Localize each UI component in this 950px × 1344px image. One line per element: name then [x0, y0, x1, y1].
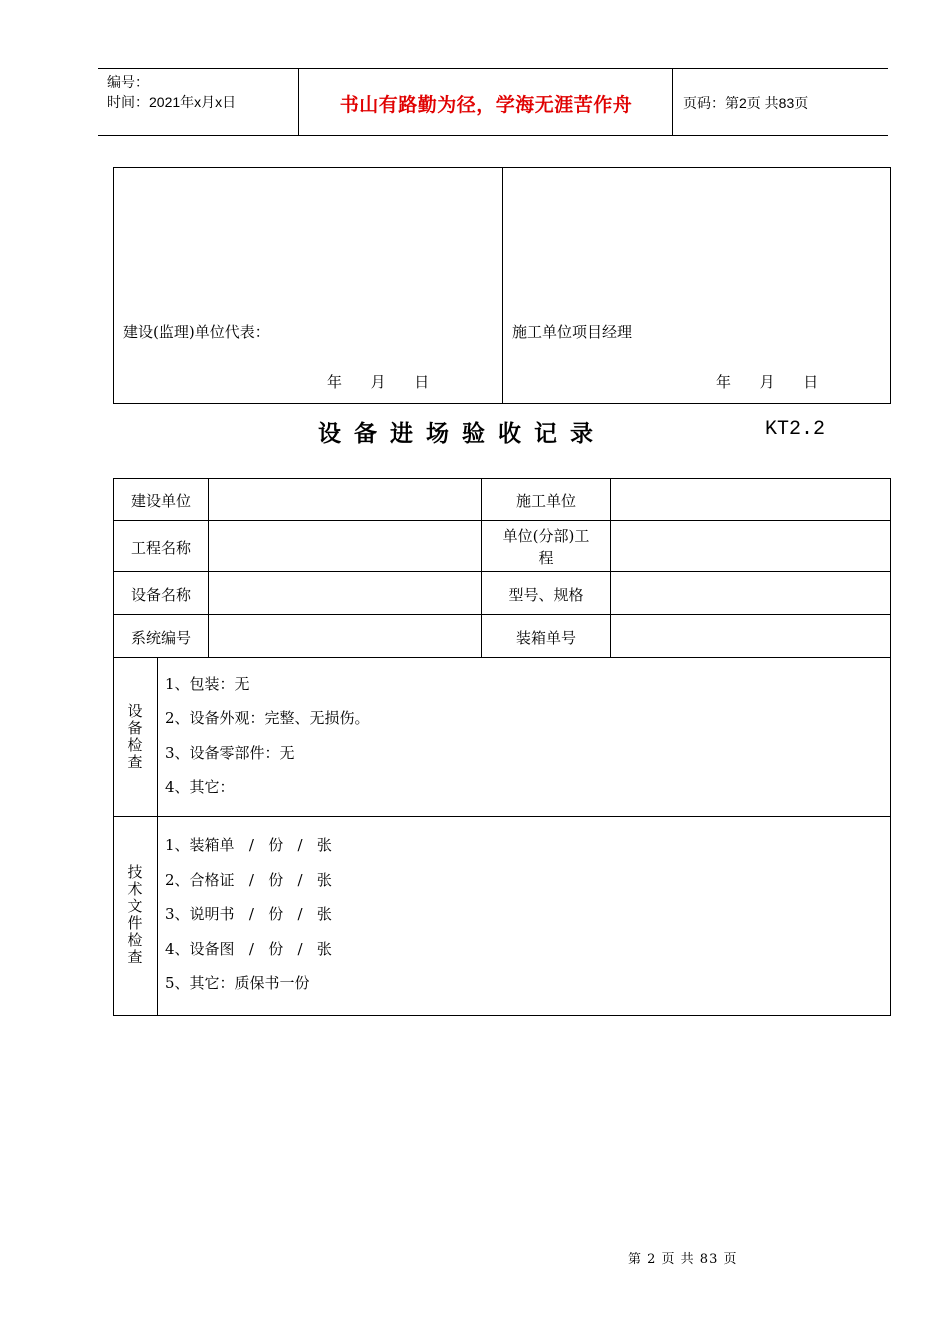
packing-number-label: 装箱单号 — [515, 629, 576, 647]
label-char: 检 — [127, 931, 143, 949]
system-number-label: 系统编号 — [130, 629, 191, 647]
label-char: 术 — [127, 880, 143, 898]
number-label: 编号： — [107, 74, 149, 90]
doc-check-item: 3、说明书 / 份 / 张 — [165, 905, 332, 923]
unit-project-line1: 单位(分部)工 — [502, 527, 590, 545]
model-spec-label: 型号、规格 — [508, 586, 584, 604]
page-footer: 第 2 页 共 83 页 — [628, 1252, 738, 1267]
label-char: 件 — [127, 914, 143, 932]
equipment-check-label — [125, 703, 145, 771]
equipment-check-item: 2、设备外观：完整、无损伤。 — [165, 709, 370, 727]
label-char: 设 — [127, 702, 143, 720]
signature-divider — [502, 167, 503, 404]
label-char: 备 — [127, 719, 143, 737]
doc-check-item: 4、设备图 / 份 / 张 — [165, 940, 332, 958]
header-top-rule — [98, 68, 888, 69]
supervisor-date: 年 月 日 — [327, 373, 430, 391]
manager-date: 年 月 日 — [716, 373, 819, 391]
label-char: 查 — [127, 948, 143, 966]
row-rule — [113, 614, 891, 615]
doc-check-item: 2、合格证 / 份 / 张 — [165, 871, 332, 889]
doc-check-label — [125, 864, 145, 966]
doc-check-item: 5、其它：质保书一份 — [165, 974, 310, 992]
col-rule — [157, 657, 158, 1015]
doc-check-item: 1、装箱单 / 份 / 张 — [165, 836, 332, 854]
contractor-unit-label: 施工单位 — [515, 492, 576, 510]
row-rule — [113, 816, 891, 817]
header-divider-right — [672, 68, 673, 136]
page-info: 页码：第2页 共83页 — [683, 95, 809, 111]
time-label: 时间：2021年x月x日 — [107, 94, 237, 110]
label-char: 技 — [127, 863, 143, 881]
manager-label: 施工单位项目经理 — [512, 323, 633, 341]
equipment-check-item: 4、其它： — [165, 778, 235, 796]
form-title: 设备进场验收记录 — [318, 420, 606, 447]
header-meta — [107, 72, 236, 112]
construction-unit-label: 建设单位 — [130, 492, 191, 510]
label-char: 查 — [127, 753, 143, 771]
row-rule — [113, 520, 891, 521]
row-rule — [113, 657, 891, 658]
equipment-check-item: 3、设备零部件：无 — [165, 744, 295, 762]
unit-project-line2: 程 — [538, 549, 554, 567]
motto: 书山有路勤为径，学海无涯苦作舟 — [339, 94, 633, 116]
row-rule — [113, 571, 891, 572]
equipment-name-label: 设备名称 — [130, 586, 191, 604]
header-divider-left — [298, 68, 299, 136]
form-code: KT2.2 — [765, 418, 826, 441]
project-name-label: 工程名称 — [130, 539, 191, 557]
equipment-check-item: 1、包装：无 — [165, 675, 250, 693]
unit-project-label — [481, 525, 611, 569]
header-bottom-rule — [98, 135, 888, 136]
label-char: 检 — [127, 736, 143, 754]
supervisor-label: 建设(监理)单位代表： — [123, 323, 270, 341]
label-char: 文 — [127, 897, 143, 915]
